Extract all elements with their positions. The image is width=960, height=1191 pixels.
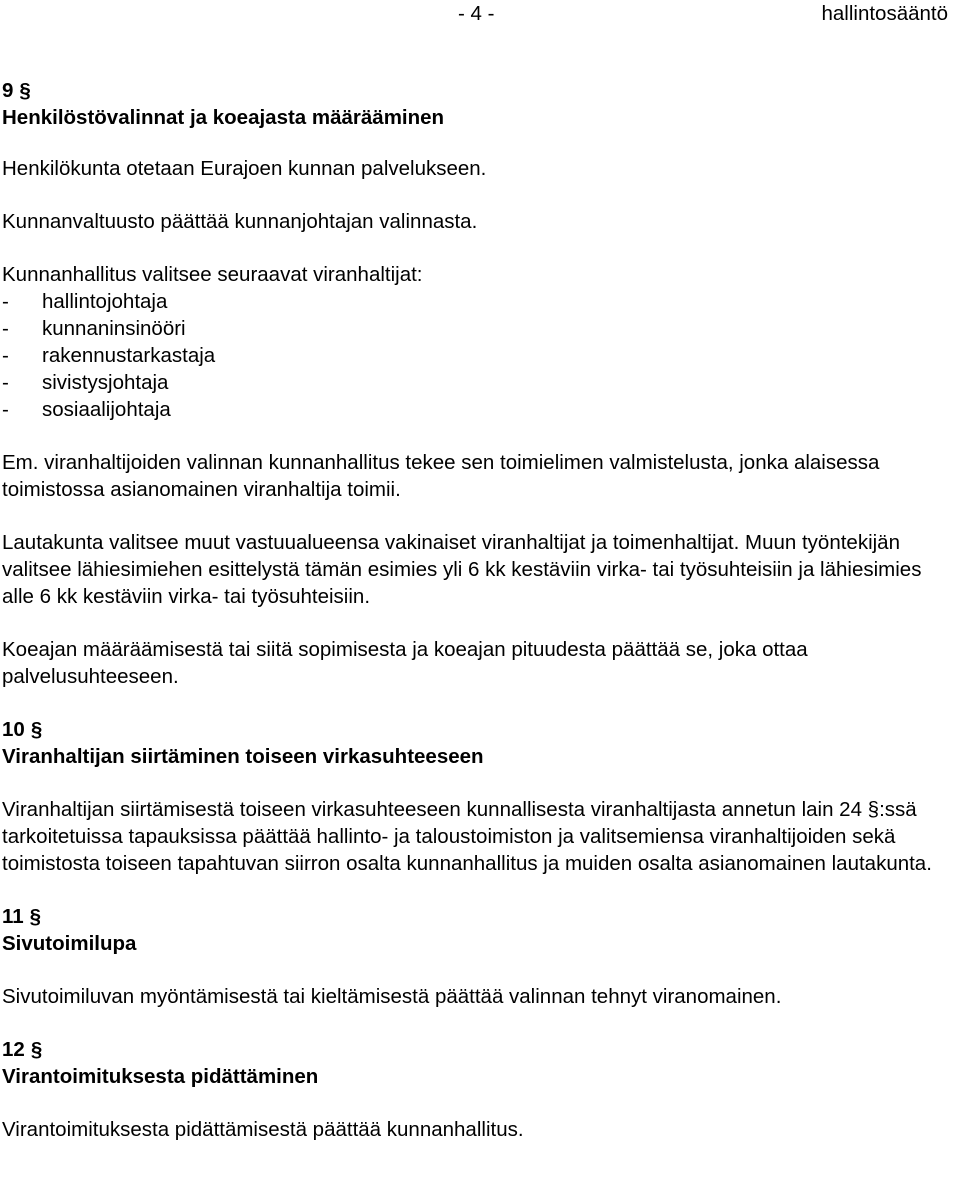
section-sign: § [29,905,42,928]
section-title: Virantoimituksesta pidättäminen [2,1065,319,1088]
list-dash: - [2,317,9,340]
section-number [2,1036,958,1063]
list-item [2,342,958,369]
section-number-value: 9 [2,79,14,102]
document-name: hallintosääntö [821,2,948,25]
paragraph: Koeajan määräämisestä tai siitä sopimisesta ja koeajan pituudesta päättää se, joka ottaa palvelusuhteeseen. [2,638,808,688]
document-body [2,77,958,1143]
list-item [2,315,958,342]
paragraph: Kunnanhallitus valitsee seuraavat viranhaltijat: [2,263,423,286]
section-number [2,716,958,743]
paragraph: Viranhaltijan siirtämisestä toiseen virkasuhteeseen kunnallisesta viranhaltijasta annetun lain 24 §:ssä tarkoitetuissa tapauksissa päättää hallinto- ja taloustoimiston ja valitsemiensa viranhaltijoiden sekä toimistosta toiseen tapahtuvan siirron osalta kunnanhallitus ja muiden osalta asianomainen lautakunta. [2,798,932,875]
list-item [2,369,958,396]
list-item-text: kunnaninsinööri [42,317,186,340]
list-dash: - [2,344,9,367]
list-dash: - [2,371,9,394]
list-item-text: rakennustarkastaja [42,344,216,367]
paragraph: Virantoimituksesta pidättämisestä päättää kunnanhallitus. [2,1118,524,1141]
section-title: Henkilöstövalinnat ja koeajasta määrääminen [2,106,445,129]
paragraph: Henkilökunta otetaan Eurajoen kunnan palvelukseen. [2,157,487,180]
list-item-text: hallintojohtaja [42,290,168,313]
section-number [2,903,958,930]
section-11 [2,903,958,1010]
section-sign: § [30,718,43,741]
section-title: Viranhaltijan siirtäminen toiseen virkasuhteeseen [2,745,484,768]
list-item [2,288,958,315]
section-number-value: 11 [2,905,24,928]
list-dash: - [2,398,9,421]
section-title: Sivutoimilupa [2,932,137,955]
section-12 [2,1036,958,1143]
paragraph: Sivutoimiluvan myöntämisestä tai kieltämisestä päättää valinnan tehnyt viranomainen. [2,985,782,1008]
paragraph: Em. viranhaltijoiden valinnan kunnanhallitus tekee sen toimielimen valmistelusta, jonka alaisessa toimistossa asianomainen viranhaltija toimii. [2,451,880,501]
paragraph: Lautakunta valitsee muut vastuualueensa vakinaiset viranhaltijat ja toimenhaltijat. Muun työntekijän valitsee lähiesimiehen esittelystä tämän esimies yli 6 kk kestäviin virka- tai työsuhteisiin ja lähiesimies alle 6 kk kestäviin virka- tai työsuhteisiin. [2,531,922,608]
officials-list [2,288,958,423]
section-sign: § [19,79,31,102]
section-number [2,77,958,104]
list-dash: - [2,290,9,313]
section-number-value: 10 [2,718,25,741]
list-item-text: sosiaalijohtaja [42,398,171,421]
list-item [2,396,958,423]
section-10 [2,716,958,877]
page-number: - 4 - [458,2,495,25]
section-sign: § [30,1038,43,1061]
paragraph: Kunnanvaltuusto päättää kunnanjohtajan valinnasta. [2,210,478,233]
list-item-text: sivistysjohtaja [42,371,169,394]
section-number-value: 12 [2,1038,25,1061]
section-9 [2,77,958,690]
page-header [0,0,960,26]
